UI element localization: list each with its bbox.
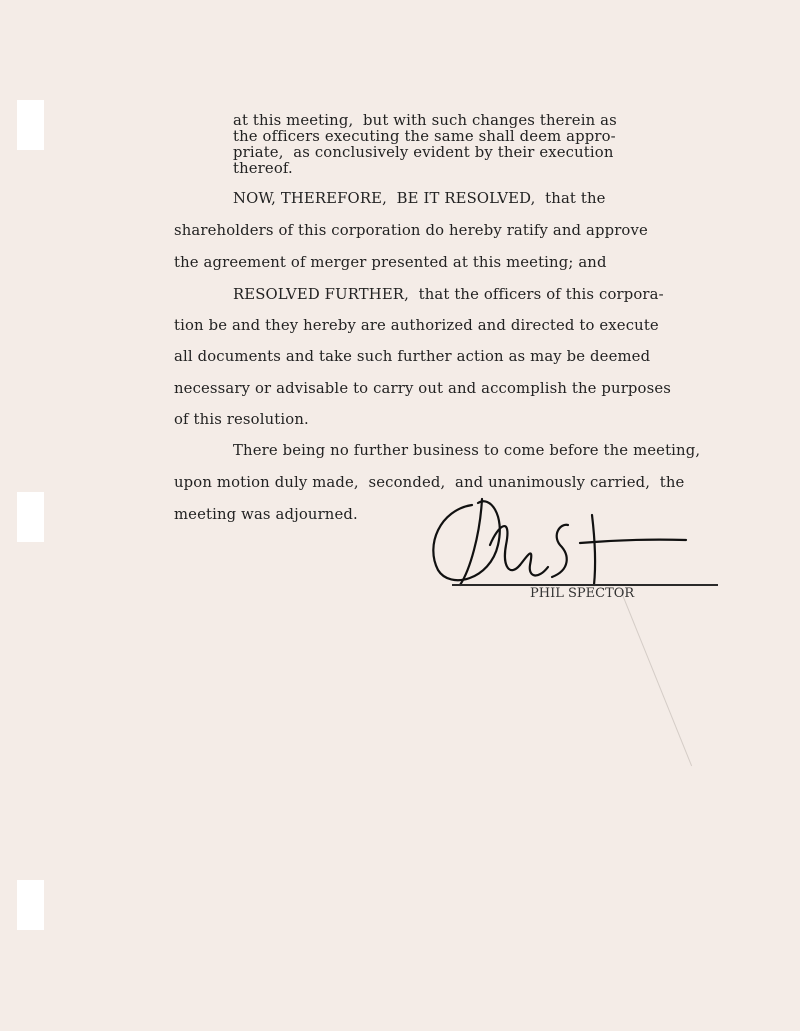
paragraph-line: meeting was adjourned. (174, 506, 358, 523)
paper-crease (620, 590, 692, 767)
paragraph-line: of this resolution. (174, 411, 309, 428)
paragraph-line: upon motion duly made, seconded, and unanimously carried, the (174, 474, 685, 491)
paragraph-line: at this meeting, but with such changes therein as (233, 112, 617, 129)
paragraph-line: tion be and they hereby are authorized and directed to execute (174, 317, 659, 334)
paragraph-line: NOW, THEREFORE, BE IT RESOLVED, that the (233, 190, 606, 207)
paragraph-line: priate, as conclusively evident by their execution (233, 144, 614, 161)
paragraph-line: There being no further business to come before the meeting, (233, 442, 701, 459)
paragraph-line: all documents and take such further action as may be deemed (174, 348, 651, 365)
paragraph-line: necessary or advisable to carry out and accomplish the purposes (174, 380, 672, 397)
paragraph-line: shareholders of this corporation do hereby ratify and approve (174, 222, 648, 239)
paragraph-line: the agreement of merger presented at this meeting; and (174, 254, 607, 271)
punch-hole (17, 100, 44, 150)
paragraph-line: the officers executing the same shall deem appro- (233, 128, 616, 145)
paragraph-line: thereof. (233, 160, 293, 177)
punch-hole (17, 492, 44, 542)
signatory-name: PHIL SPECTOR (530, 586, 635, 601)
punch-hole (17, 880, 44, 930)
paragraph-line: RESOLVED FURTHER, that the officers of this corpora- (233, 286, 664, 303)
